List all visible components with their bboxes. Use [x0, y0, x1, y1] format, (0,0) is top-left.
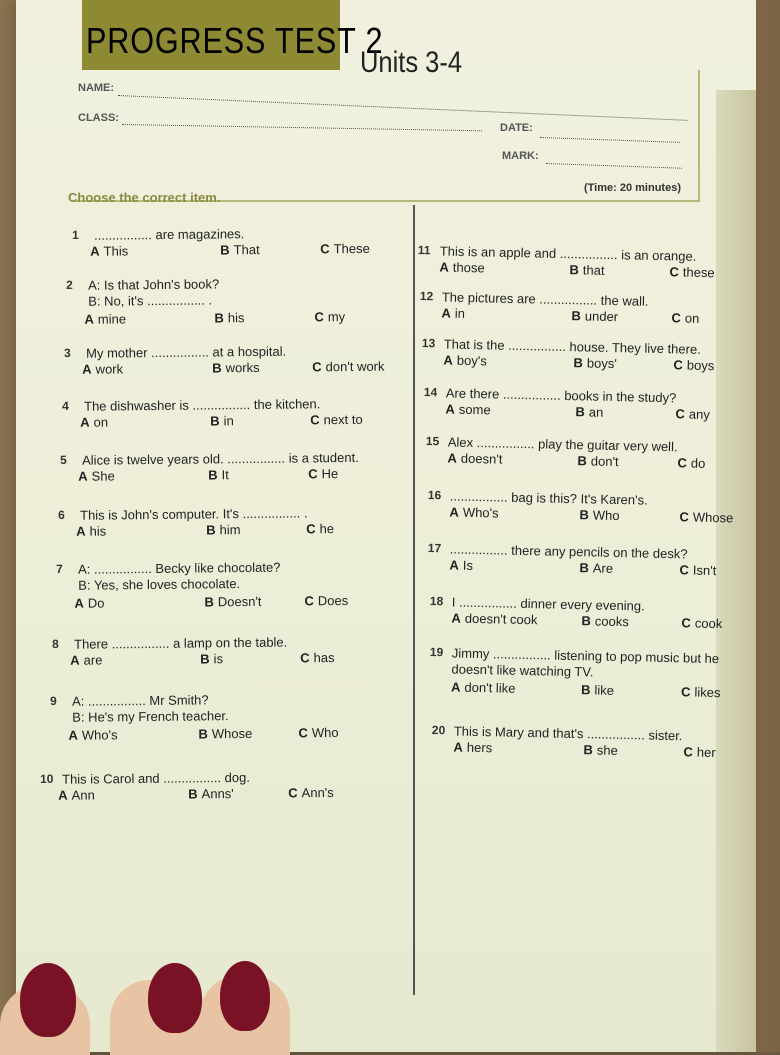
- option-text: doesn't cook: [464, 610, 538, 628]
- option-letter: A: [449, 504, 460, 520]
- option-letter: C: [679, 509, 689, 525]
- option-letter: A: [76, 523, 86, 539]
- option-a[interactable]: [90, 243, 128, 258]
- option-a[interactable]: [439, 259, 485, 275]
- option-letter: B: [581, 613, 592, 629]
- question-number: 3: [64, 345, 71, 360]
- option-text: works: [225, 359, 260, 376]
- option-text: boys': [586, 355, 617, 372]
- option-text: Doesn't: [217, 593, 262, 610]
- option-b[interactable]: [579, 507, 619, 523]
- question-text: This is Mary and that's ................ sister.: [453, 723, 683, 744]
- option-text: This: [103, 243, 129, 259]
- option-letter: A: [451, 610, 462, 626]
- option-letter: A: [441, 305, 452, 321]
- option-letter: B: [583, 742, 594, 758]
- option-letter: B: [212, 360, 222, 376]
- question-text: The pictures are ................ the wall.: [441, 289, 649, 309]
- nail: [20, 963, 76, 1037]
- option-text: in: [454, 305, 466, 321]
- option-text: She: [91, 468, 115, 484]
- option-text: is: [213, 651, 224, 667]
- option-letter: C: [314, 309, 324, 325]
- option-letter: B: [571, 308, 582, 324]
- question-number: 15: [425, 434, 440, 449]
- question-number: 12: [419, 289, 434, 304]
- option-c[interactable]: [306, 521, 334, 536]
- option-letter: A: [443, 352, 454, 368]
- question-number: 10: [40, 771, 54, 786]
- option-b[interactable]: [210, 413, 234, 428]
- option-text: Anns': [201, 785, 234, 802]
- question-number: 16: [427, 488, 442, 503]
- option-text: Whose: [692, 509, 734, 526]
- option-letter: A: [74, 595, 84, 611]
- option-a[interactable]: [74, 595, 104, 610]
- question-text: A: ................ Becky like chocolate?: [77, 559, 281, 577]
- question-text: This is Carol and ................ dog.: [61, 769, 251, 787]
- option-letter: B: [204, 594, 214, 610]
- option-letter: C: [308, 466, 318, 482]
- option-letter: A: [70, 652, 80, 668]
- option-b[interactable]: [581, 682, 614, 698]
- option-text: like: [594, 682, 615, 698]
- option-c[interactable]: [304, 593, 348, 608]
- option-c[interactable]: [314, 309, 345, 324]
- question-text: That is the ................ house. They live there.: [443, 336, 701, 357]
- option-a[interactable]: [441, 305, 465, 320]
- question-text: ................ bag is this? It's Karen's.: [449, 488, 648, 508]
- option-b[interactable]: [581, 613, 629, 629]
- option-c[interactable]: [675, 406, 710, 422]
- option-letter: B: [579, 507, 590, 523]
- column-divider: [413, 205, 415, 995]
- option-text: That: [233, 242, 260, 258]
- option-c[interactable]: [671, 310, 699, 326]
- option-b[interactable]: [220, 242, 260, 257]
- option-a[interactable]: [84, 311, 126, 326]
- option-c[interactable]: [312, 359, 384, 375]
- option-text: These: [333, 240, 370, 257]
- option-b[interactable]: [212, 360, 259, 375]
- question-text: My mother ................ at a hospital.: [85, 343, 287, 361]
- option-letter: C: [304, 593, 314, 609]
- option-text: any: [688, 406, 710, 422]
- option-c[interactable]: [669, 264, 715, 280]
- option-b[interactable]: [214, 310, 244, 325]
- option-letter: C: [675, 406, 685, 422]
- question-text: Alex ................ play the guitar very well.: [447, 434, 678, 455]
- option-text: Does: [317, 592, 349, 609]
- option-a[interactable]: [449, 504, 498, 520]
- option-text: boy's: [456, 352, 487, 369]
- option-text: boys: [686, 357, 715, 374]
- option-c[interactable]: [681, 684, 721, 700]
- option-a[interactable]: [447, 450, 502, 466]
- option-text: Is: [462, 557, 474, 573]
- option-b[interactable]: [200, 651, 223, 666]
- option-b[interactable]: [577, 453, 618, 469]
- option-text: next to: [323, 411, 363, 428]
- option-letter: C: [683, 744, 693, 760]
- option-b[interactable]: [198, 726, 252, 742]
- question-text-line2: doesn't like watching TV.: [451, 661, 594, 680]
- option-b[interactable]: [208, 467, 229, 482]
- option-text: work: [95, 361, 124, 377]
- option-a[interactable]: [80, 415, 108, 430]
- option-letter: A: [78, 468, 88, 484]
- option-letter: A: [453, 739, 464, 755]
- option-text: Do: [87, 595, 105, 611]
- page-title: PROGRESS TEST 2: [86, 20, 384, 61]
- question-number: 14: [423, 385, 438, 400]
- time-limit: (Time: 20 minutes): [584, 182, 681, 194]
- option-letter: B: [206, 522, 216, 538]
- option-a[interactable]: [76, 523, 106, 538]
- option-letter: B: [220, 242, 230, 258]
- question-text: A: ................ Mr Smith?: [71, 692, 209, 709]
- question-number: 7: [56, 561, 63, 576]
- option-letter: C: [310, 412, 320, 428]
- option-letter: C: [681, 615, 691, 631]
- option-letter: A: [439, 259, 450, 275]
- option-letter: A: [80, 414, 90, 430]
- option-text: doesn't: [460, 450, 503, 467]
- option-letter: C: [288, 785, 298, 801]
- option-letter: C: [671, 310, 681, 326]
- option-c[interactable]: [298, 725, 338, 740]
- question-number: 11: [417, 243, 431, 258]
- option-c[interactable]: [320, 241, 370, 257]
- option-text: mine: [97, 311, 127, 327]
- option-a[interactable]: [82, 361, 123, 376]
- option-letter: C: [677, 455, 687, 471]
- option-letter: A: [58, 787, 68, 803]
- option-text: are: [83, 652, 103, 668]
- option-letter: B: [577, 453, 588, 469]
- option-text: Who's: [81, 727, 118, 743]
- option-b[interactable]: [206, 522, 240, 537]
- option-b[interactable]: [204, 594, 261, 610]
- option-letter: C: [298, 725, 308, 741]
- option-c[interactable]: [683, 744, 715, 760]
- option-a[interactable]: [453, 739, 492, 755]
- option-text: don't work: [325, 358, 385, 375]
- question-text: ................ are magazines.: [93, 226, 245, 243]
- page-edge: [716, 90, 756, 1052]
- option-text: on: [93, 414, 109, 430]
- option-text: hers: [466, 739, 493, 756]
- option-c[interactable]: [679, 509, 733, 525]
- option-text: my: [327, 309, 346, 325]
- question-text: I ................ dinner every evening.: [451, 594, 645, 614]
- question-number: 19: [429, 645, 444, 660]
- option-text: him: [219, 522, 241, 538]
- option-c[interactable]: [681, 615, 722, 631]
- option-letter: C: [679, 562, 689, 578]
- option-letter: B: [214, 310, 224, 326]
- mark-label: MARK:: [502, 150, 539, 162]
- option-text: cook: [694, 615, 723, 632]
- question-number: 6: [58, 507, 65, 522]
- question-number: 17: [427, 541, 442, 556]
- option-letter: A: [445, 401, 456, 417]
- option-text: her: [696, 744, 716, 760]
- option-b[interactable]: [579, 560, 613, 576]
- option-letter: C: [680, 684, 691, 700]
- question-number: 2: [66, 277, 73, 292]
- option-c[interactable]: [308, 466, 338, 481]
- question-number: 13: [421, 336, 436, 351]
- option-letter: B: [188, 786, 198, 802]
- question-number: 9: [50, 693, 57, 708]
- instruction: Choose the correct item.: [68, 190, 221, 205]
- option-letter: B: [208, 467, 218, 483]
- question-number: 1: [72, 227, 79, 242]
- option-text: these: [682, 264, 715, 281]
- option-c[interactable]: [677, 455, 705, 471]
- option-letter: B: [198, 726, 208, 742]
- question-number: 5: [60, 452, 67, 467]
- option-a[interactable]: [68, 727, 117, 743]
- option-c[interactable]: [679, 562, 716, 578]
- option-text: in: [223, 413, 234, 429]
- option-text: don't: [590, 453, 619, 470]
- option-letter: B: [580, 682, 591, 698]
- option-c[interactable]: [310, 412, 363, 428]
- date-label: DATE:: [500, 122, 533, 134]
- fingers: [0, 955, 300, 1052]
- option-text: his: [227, 310, 245, 326]
- name-label: NAME:: [78, 82, 115, 94]
- option-letter: B: [569, 262, 580, 278]
- question-text: The dishwasher is ................ the kitchen.: [83, 396, 321, 414]
- option-letter: A: [82, 361, 92, 377]
- option-a[interactable]: [78, 468, 115, 483]
- option-letter: B: [573, 355, 584, 371]
- question-text: This is an apple and ................ is an orange.: [439, 243, 697, 264]
- question-text: A: Is that John's book?: [87, 276, 220, 293]
- option-c[interactable]: [673, 357, 714, 373]
- option-letter: B: [210, 413, 220, 429]
- option-text: he: [319, 521, 335, 537]
- option-text: Who: [592, 507, 620, 524]
- option-letter: A: [449, 557, 460, 573]
- option-letter: B: [579, 560, 590, 576]
- option-b[interactable]: [188, 786, 234, 801]
- question-number: 4: [62, 398, 69, 413]
- option-text: that: [582, 262, 605, 278]
- option-text: Are: [592, 560, 614, 576]
- option-text: Who's: [462, 504, 499, 521]
- question-number: 8: [52, 636, 59, 651]
- option-letter: C: [312, 359, 322, 375]
- option-letter: A: [447, 450, 458, 466]
- nail: [148, 963, 202, 1033]
- units-label: Units 3-4: [360, 46, 463, 79]
- option-letter: B: [575, 404, 586, 420]
- option-text: those: [452, 259, 485, 276]
- option-text: do: [690, 455, 706, 471]
- option-a[interactable]: [451, 679, 516, 695]
- question-text-line2: B: No, it's ................ .: [88, 292, 213, 309]
- option-text: Isn't: [692, 562, 717, 579]
- option-a[interactable]: [70, 652, 102, 667]
- option-letter: C: [320, 241, 330, 257]
- option-b[interactable]: [575, 404, 603, 420]
- option-b[interactable]: [571, 308, 618, 324]
- option-text: Ann's: [301, 784, 334, 801]
- option-letter: C: [306, 521, 316, 537]
- option-letter: A: [450, 679, 461, 695]
- option-text: Who: [311, 724, 339, 741]
- question-text: Alice is twelve years old. ................ is a student.: [81, 449, 359, 468]
- question-text-line2: B: Yes, she loves chocolate.: [78, 576, 241, 593]
- class-label: CLASS:: [78, 112, 119, 124]
- option-a[interactable]: [445, 401, 490, 417]
- option-b[interactable]: [583, 742, 618, 758]
- question-number: 20: [431, 723, 446, 738]
- option-a[interactable]: [443, 352, 487, 368]
- question-text: There ................ a lamp on the table.: [73, 634, 288, 652]
- option-text: under: [584, 308, 619, 325]
- question-text: This is John's computer. It's ................ .: [79, 505, 308, 523]
- option-text: likes: [694, 684, 721, 701]
- question-text: Are there ................ books in the study?: [445, 385, 677, 406]
- option-text: He: [321, 466, 339, 482]
- option-letter: A: [90, 243, 100, 259]
- option-text: his: [89, 523, 107, 539]
- option-b[interactable]: [569, 262, 604, 278]
- option-c[interactable]: [288, 785, 334, 800]
- option-text: It: [221, 467, 229, 483]
- option-text: don't like: [464, 679, 516, 696]
- question-text: ................ there any pencils on the desk?: [449, 541, 688, 562]
- option-a[interactable]: [449, 557, 473, 572]
- option-text: Whose: [211, 725, 253, 742]
- option-text: she: [596, 742, 618, 758]
- option-text: some: [458, 401, 491, 418]
- option-letter: B: [200, 651, 210, 667]
- option-a[interactable]: [58, 787, 95, 802]
- option-a[interactable]: [451, 610, 537, 627]
- option-text: an: [588, 404, 604, 420]
- question-text-line2: B: He's my French teacher.: [72, 708, 229, 725]
- question-number: 18: [429, 594, 444, 609]
- option-b[interactable]: [573, 355, 617, 371]
- option-letter: C: [673, 357, 683, 373]
- option-letter: A: [84, 311, 94, 327]
- option-letter: C: [300, 650, 310, 666]
- option-text: Ann: [71, 787, 95, 803]
- option-text: has: [313, 650, 335, 666]
- option-letter: C: [669, 264, 679, 280]
- option-text: on: [684, 310, 700, 326]
- question-text: Jimmy ................ listening to pop music but he: [451, 645, 720, 667]
- nail: [220, 961, 270, 1031]
- option-c[interactable]: [300, 650, 335, 665]
- option-text: cooks: [594, 613, 629, 630]
- option-letter: A: [68, 727, 78, 743]
